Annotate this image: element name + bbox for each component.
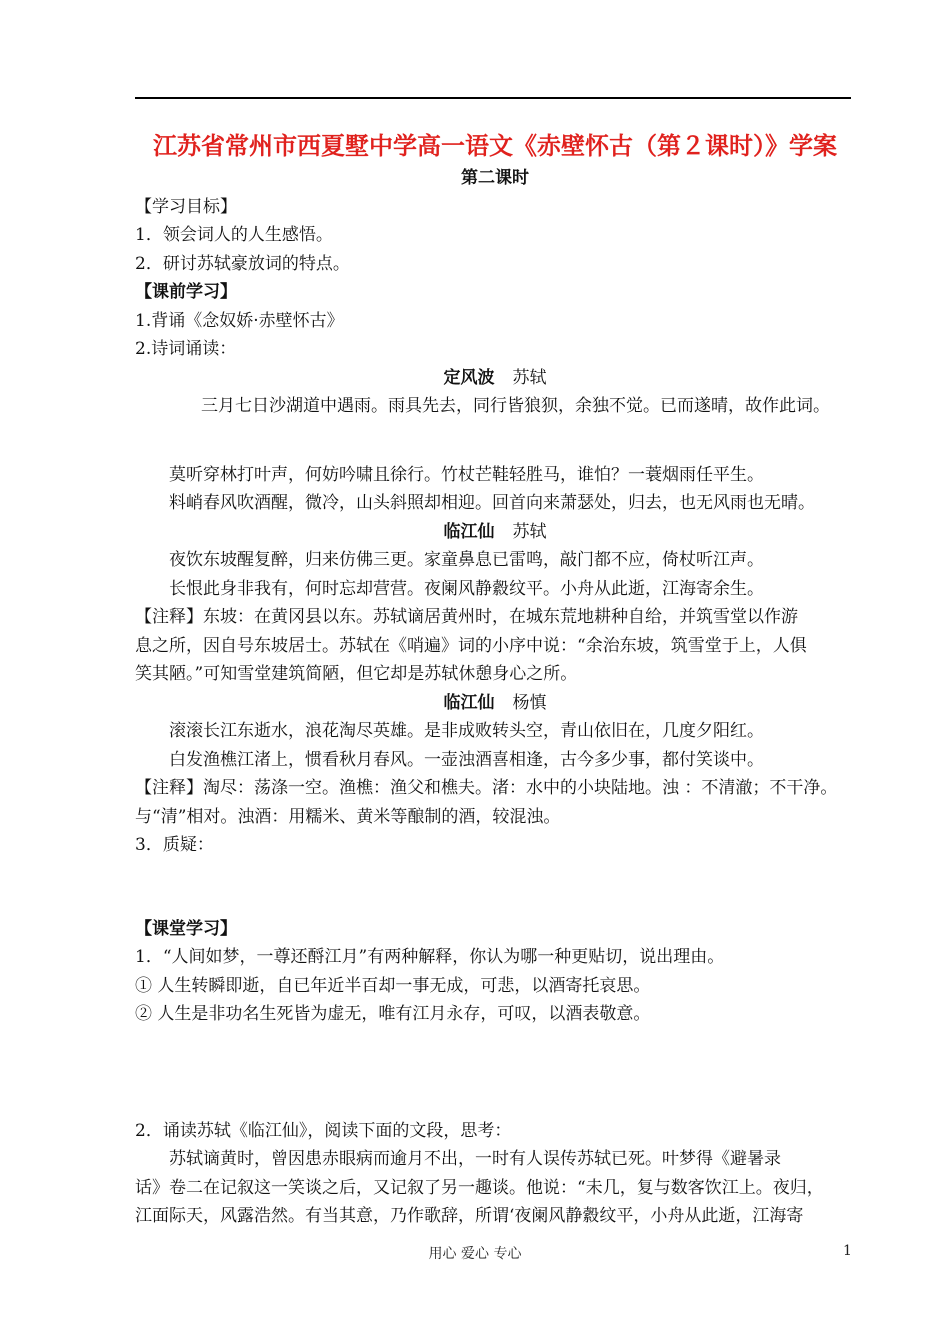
question-item: 3．质疑：	[135, 835, 214, 855]
poem-title: 定风波	[443, 367, 495, 388]
poem-title: 临江仙	[443, 521, 495, 542]
document-body	[135, 128, 855, 1231]
poem-author: 杨慎	[512, 692, 547, 713]
spacer	[135, 860, 855, 915]
poem-author: 苏轼	[512, 521, 547, 542]
header-rule	[135, 97, 851, 99]
goal-item: 2．研讨苏轼豪放词的特点。	[135, 253, 350, 274]
prestudy-item: 2.诗词诵读：	[135, 339, 237, 359]
annotation-line: 息之所，因自号东坡居士。苏轼在《哨遍》词的小序中说：“余治东坡，筑雪堂于上，人俱	[135, 635, 807, 656]
section-heading-classroom: 【课堂学习】	[135, 918, 237, 939]
answer-option: ① 人生转瞬即逝，自已年近半百却一事无成，可悲，以酒寄托哀思。	[135, 975, 651, 996]
poem-line: 莫听穿林打叶声，何妨吟啸且徐行。竹杖芒鞋轻胜马，谁怕？一蓑烟雨任平生。	[169, 464, 764, 485]
passage-line: 江面际天，风露浩然。有当其意，乃作歌辞，所谓‘夜阑风静縠纹平，小舟从此逝，江海寄	[135, 1206, 804, 1226]
poem-title: 临江仙	[443, 692, 495, 713]
section-heading-prestudy: 【课前学习】	[135, 282, 237, 302]
poem-line: 料峭春风吹酒醒，微冷，山头斜照却相迎。回首向来萧瑟处，归去，也无风雨也无晴。	[169, 493, 815, 513]
annotation-line: 与“清”相对。浊酒：用糯米、黄米等酿制的酒，较混浊。	[135, 806, 561, 827]
poem-heading	[135, 364, 855, 393]
document-title: 江苏省常州市西夏墅中学高一语文《赤壁怀古（第２课时）》学案	[153, 132, 837, 160]
question-item: 2．诵读苏轼《临江仙》，阅读下面的文段，思考：	[135, 1120, 512, 1141]
section-heading-goals: 【学习目标】	[135, 196, 237, 217]
poem-line: 白发渔樵江渚上，惯看秋月春风。一壶浊酒喜相逢，古今多少事，都付笑谈中。	[169, 749, 764, 770]
annotation-line: 笑其陋。”可知雪堂建筑简陋，但它却是苏轼休憩身心之所。	[135, 664, 578, 684]
annotation-line: 【注释】东坡：在黄冈县以东。苏轼谪居黄州时，在城东荒地耕种自给，并筑雪堂以作游	[135, 607, 798, 627]
answer-option: ② 人生是非功名生死皆为虚无，唯有江月永存，可叹，以酒表敬意。	[135, 1004, 651, 1024]
lesson-subtitle: 第二课时	[461, 168, 529, 188]
annotation-line: 【注释】淘尽：荡涤一空。渔樵：渔父和樵夫。渚：水中的小块陆地。浊 ：不清澈；不干净。	[135, 778, 838, 798]
passage-line: 话》卷二在记叙这一笑谈之后，又记叙了另一趣谈。他说：“未几，复与数客饮江上。夜归，	[135, 1177, 824, 1198]
goal-item: 1．领会词人的人生感悟。	[135, 225, 333, 245]
spacer	[135, 421, 855, 461]
question-item: 1．“人间如梦，一尊还酹江月”有两种解释，你认为哪一种更贴切，说出理由。	[135, 947, 725, 967]
poem-preface: 三月七日沙湖道中遇雨。雨具先去，同行皆狼狈，余独不觉。已而遂晴，故作此词。	[201, 396, 830, 416]
passage-line: 苏轼谪黄时，曾因患赤眼病而逾月不出，一时有人误传苏轼已死。叶梦得《避暑录	[169, 1149, 781, 1169]
poem-author: 苏轼	[512, 367, 547, 388]
poem-heading	[135, 518, 855, 547]
page-number: 1	[843, 1243, 852, 1259]
prestudy-item: 1.背诵《念奴娇·赤壁怀古》	[135, 310, 344, 331]
footer-slogan: 用心 爱心 专心	[428, 1246, 522, 1262]
poem-heading	[135, 689, 855, 718]
poem-line: 滚滚长江东逝水，浪花淘尽英雄。是非成败转头空，青山依旧在，几度夕阳红。	[169, 721, 764, 741]
poem-line: 夜饮东坡醒复醉，归来仿佛三更。家童鼻息已雷鸣，敲门都不应，倚杖听江声。	[169, 550, 764, 570]
spacer	[135, 1029, 855, 1117]
poem-line: 长恨此身非我有，何时忘却营营。夜阑风静縠纹平。小舟从此逝，江海寄余生。	[169, 578, 764, 599]
